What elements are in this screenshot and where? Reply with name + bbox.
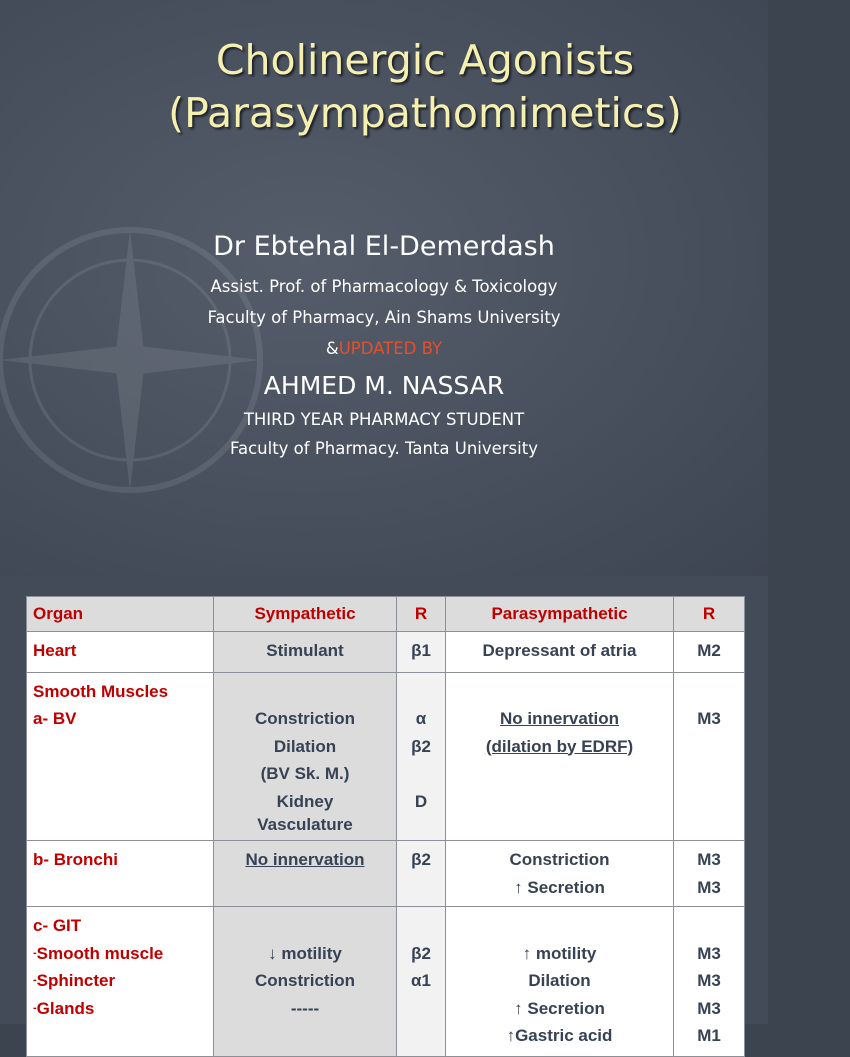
header-receptor-para: R — [674, 597, 745, 632]
slide-title: Cholinergic Agonists (Parasympathomimetics) — [168, 36, 682, 137]
cell-r2-git: M3 M3 M3 M1 — [674, 907, 745, 1057]
table-slide — [0, 576, 768, 1045]
updated-by-line: &UPDATED BY — [325, 339, 443, 358]
cell-sym-bv: Constriction Dilation (BV Sk. M.) Kidney Vasculature — [214, 672, 397, 841]
cell-r1-bv: α β2 D — [397, 672, 446, 841]
updater-name: AHMED M. NASSAR — [263, 371, 505, 400]
cell-r1-bronchi: β2 — [397, 841, 446, 907]
header-parasympathetic: Parasympathetic — [446, 597, 674, 632]
cell-r2-bv: M3 — [674, 672, 745, 841]
author-position: Assist. Prof. of Pharmacology & Toxicology — [210, 277, 558, 296]
cell-r1-git: β2 α1 — [397, 907, 446, 1057]
header-organ: Organ — [27, 597, 214, 632]
cell-para-bv: No innervation (dilation by EDRF) — [446, 672, 674, 841]
cell-organ-smooth-muscles: Smooth Muscles a- BV — [27, 672, 214, 841]
cell-para-heart: Depressant of atria — [446, 631, 674, 672]
cell-r2-heart: M2 — [674, 631, 745, 672]
cell-organ-git: c- GIT -Smooth muscle -Sphincter -Glands — [27, 907, 214, 1057]
updater-role: THIRD YEAR PHARMACY STUDENT — [243, 410, 525, 429]
cell-sym-git: ↓ motility Constriction ----- — [214, 907, 397, 1057]
header-receptor-sym: R — [397, 597, 446, 632]
header-sympathetic: Sympathetic — [214, 597, 397, 632]
author-name: Dr Ebtehal El-Demerdash — [213, 231, 555, 262]
table-row — [27, 631, 745, 672]
cell-organ-bronchi: b- Bronchi — [27, 841, 214, 907]
author-affiliation: Faculty of Pharmacy, Ain Shams University — [207, 308, 561, 327]
table-row — [27, 672, 745, 841]
updater-affiliation: Faculty of Pharmacy. Tanta University — [230, 439, 538, 458]
table-row — [27, 841, 745, 907]
cell-r1-heart: β1 — [397, 631, 446, 672]
cell-r2-bronchi: M3 M3 — [674, 841, 745, 907]
cell-sym-bronchi: No innervation — [214, 841, 397, 907]
table-row — [27, 907, 745, 1057]
cell-para-git: ↑ motility Dilation ↑ Secretion ↑Gastric acid — [446, 907, 674, 1057]
title-slide — [0, 0, 768, 576]
table-header-row — [27, 597, 745, 632]
autonomic-receptor-table — [26, 596, 745, 1057]
cell-organ-heart: Heart — [27, 631, 214, 672]
cell-sym-heart: Stimulant — [214, 631, 397, 672]
updated-by-label: UPDATED BY — [338, 339, 443, 358]
cell-para-bronchi: Constriction ↑ Secretion — [446, 841, 674, 907]
